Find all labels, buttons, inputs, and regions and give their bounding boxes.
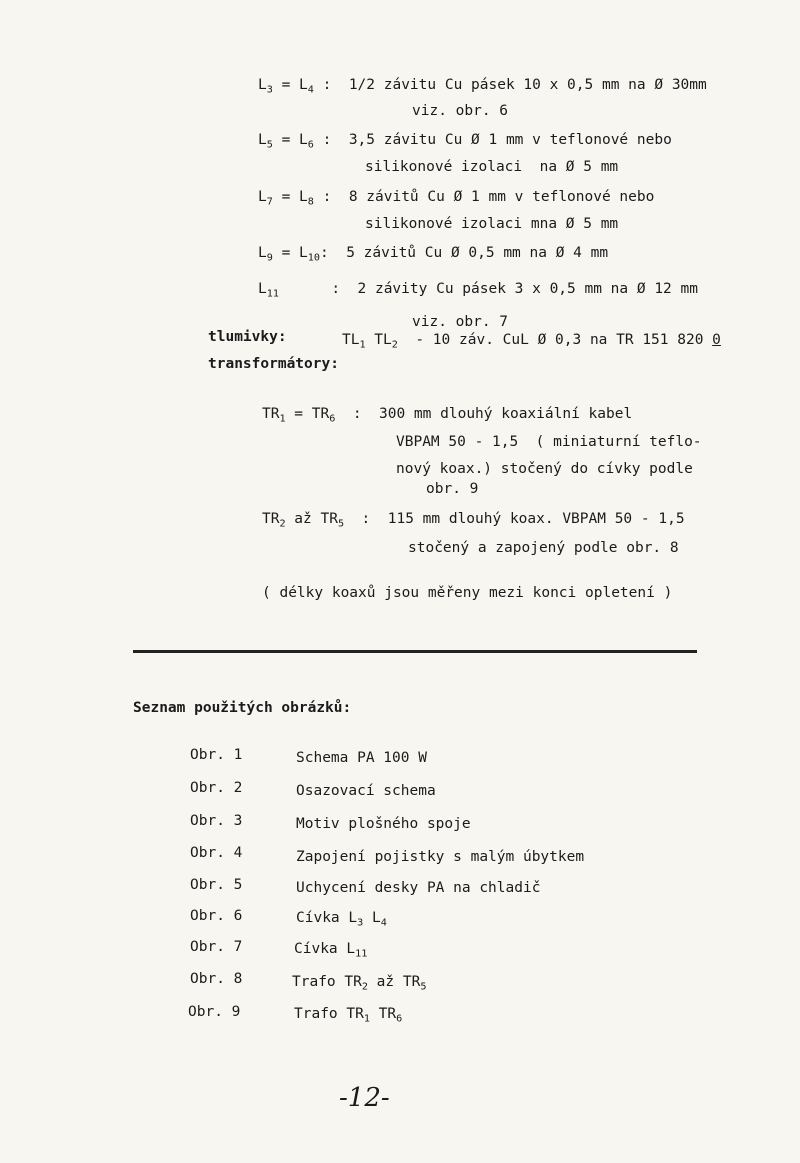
coax-length-note: ( délky koaxů jsou měřeny mezi konci opletení ): [262, 585, 673, 601]
figure-list-desc: Osazovací schema: [296, 783, 436, 799]
figure-list-item: Obr. 8: [190, 971, 243, 987]
coil-spec-l3-l4-cont: viz. obr. 6: [412, 103, 509, 119]
chokes-label: tlumivky:: [208, 329, 287, 345]
coil-spec-l11: $L_{11}$ : 2 závity Cu pásek 3 x 0,5 mm na Ø 12 mm: [258, 281, 698, 300]
figure-list-item: Obr. 5: [190, 877, 243, 893]
coil-spec-l7-l8: $L_7 = L_8$ : 8 závitů Cu Ø 1 mm v teflonové nebo: [258, 189, 655, 208]
transformer-spec-tr1-tr6: $TR_1 = TR_6$ : 300 mm dlouhý koaxiální kabel: [262, 406, 633, 425]
figure-list-desc: Trafo $TR_1$ $TR_6$: [294, 1006, 403, 1025]
figure-list-desc: Schema PA 100 W: [296, 750, 427, 766]
coil-spec-l7-l8-cont: silikonové izolaci mna Ø 5 mm: [365, 216, 619, 232]
figure-list-desc: Uchycení desky PA na chladič: [296, 880, 541, 896]
figure-list-item: Obr. 4: [190, 845, 243, 861]
transformer-spec-tr1-tr6-line3: nový koax.) stočený do cívky podle: [396, 461, 693, 477]
coil-spec-l3-l4: $L_3 = L_4$ : 1/2 závitu Cu pásek 10 x 0,5 mm na Ø 30mm: [258, 77, 707, 96]
figure-list-item: Obr. 9: [188, 1004, 241, 1020]
figure-list-desc: Motiv plošného spoje: [296, 816, 471, 832]
coil-spec-l5-l6-cont: silikonové izolaci na Ø 5 mm: [365, 159, 619, 175]
transformer-spec-tr2-tr5: $TR_2$ až $TR_5$ : 115 mm dlouhý koax. VBPAM 50 - 1,5: [262, 511, 685, 530]
figure-list-item: Obr. 7: [190, 939, 243, 955]
chokes-spec: $TL_1$ $TL_2 - 10$ záv. CuL Ø 0,3 na TR 151 820 0: [342, 332, 721, 351]
figure-list-title: Seznam použitých obrázků:: [133, 700, 352, 716]
coil-spec-l11-cont: viz. obr. 7: [412, 314, 509, 330]
figure-list-desc: Trafo $TR_2$ až $TR_5$: [292, 974, 427, 993]
page-number: -12-: [339, 1083, 390, 1113]
figure-list-desc: Cívka $L_{11}$: [294, 941, 368, 960]
section-divider: [133, 650, 697, 653]
figure-list-desc: Zapojení pojistky s malým úbytkem: [296, 849, 585, 865]
transformer-spec-tr1-tr6-line2: VBPAM 50 - 1,5 ( miniaturní teflo-: [396, 434, 702, 450]
transformer-spec-tr2-tr5-line2: stočený a zapojený podle obr. 8: [408, 540, 679, 556]
figure-list-item: Obr. 2: [190, 780, 243, 796]
transformer-spec-tr1-tr6-line4: obr. 9: [426, 481, 479, 497]
coil-spec-l9-l10: $L_9 = L_{10}$: 5 závitů Cu Ø 0,5 mm na Ø 4 mm: [258, 245, 609, 264]
figure-list-desc: Cívka $L_3$ $L_4$: [296, 910, 387, 929]
figure-list-item: Obr. 1: [190, 747, 243, 763]
coil-spec-l5-l6: $L_5 = L_6$ : 3,5 závitu Cu Ø 1 mm v teflonové nebo: [258, 132, 672, 151]
figure-list-item: Obr. 6: [190, 908, 243, 924]
transformers-label: transformátory:: [208, 356, 339, 372]
figure-list-item: Obr. 3: [190, 813, 243, 829]
